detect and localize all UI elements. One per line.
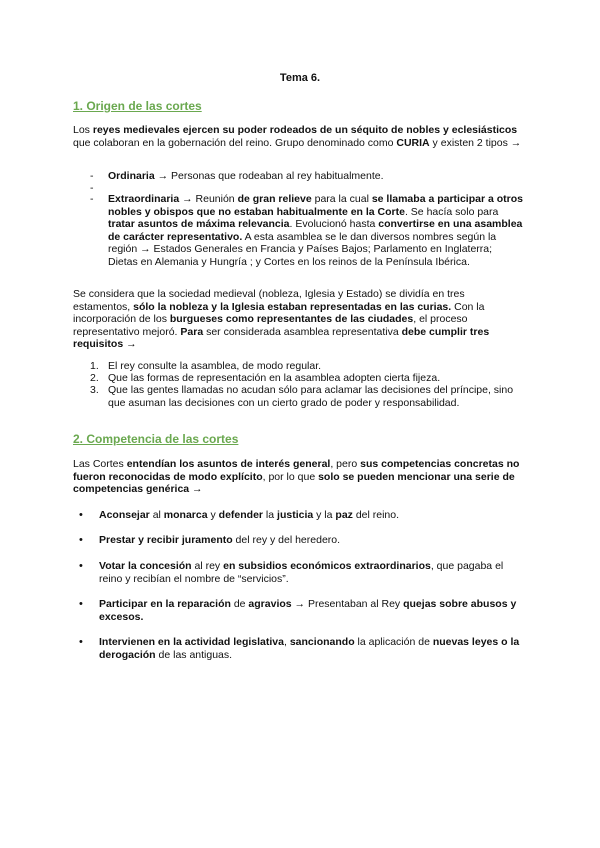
list-dash: - xyxy=(90,182,94,194)
bold-text-run: se llamaba a participar a otros nobles y obispos que no estaban habitualmente en la Corte xyxy=(108,193,523,218)
text-run: → Reunión xyxy=(179,193,238,205)
text-run: , el proceso representativo mejoró. xyxy=(73,313,468,338)
bold-text-run: sólo la nobleza y la Iglesia estaban representadas en las curias. xyxy=(133,300,452,313)
text-run: → Presentaban al Rey xyxy=(291,598,404,610)
requirement-2: Que las formas de representación en la asamblea adopten cierta fijeza. xyxy=(108,372,441,384)
competence-3 xyxy=(99,560,525,585)
competence-5 xyxy=(99,636,525,661)
text-run: la aplicación de xyxy=(354,636,433,648)
text-run: ser considerada asamblea representativa xyxy=(203,325,402,338)
bullet-icon: • xyxy=(79,598,83,610)
bold-text-run: agravios xyxy=(248,598,292,610)
requirement-1: El rey consulte la asamblea, de modo regular. xyxy=(108,360,322,372)
curia-type-extraordinaria xyxy=(108,193,524,268)
list-number: 2. xyxy=(90,372,99,384)
bold-text-run: entendían los asuntos de interés general xyxy=(126,458,331,470)
bold-text-run: sus competencias concretas no fueron reconocidas de modo explícito xyxy=(73,458,520,483)
text-run: de las antiguas. xyxy=(155,648,233,661)
text-run: → xyxy=(123,338,137,350)
text-run: A esta asamblea se le dan diversos nombres según la región → Estados Generales en Francia y Países Bajos; Parlamento en Inglaterra; Dietas en Alemania y Hungría ; y Cortes en los reinos de la Península Ibérica. xyxy=(108,230,497,268)
bold-text-run: solo se pueden mencionar una serie de competencias genérica xyxy=(73,470,515,495)
text-run: de xyxy=(230,598,249,610)
text-run: del reino. xyxy=(352,509,400,521)
section-1-heading: 1. Origen de las cortes xyxy=(73,99,202,113)
competence-1 xyxy=(99,509,525,522)
competence-4 xyxy=(99,598,525,623)
bullet-icon: • xyxy=(79,509,83,521)
text-run: . Se hacía solo para xyxy=(404,205,499,218)
bold-text-run: Votar la concesión xyxy=(99,560,192,572)
text-run: y existen 2 tipos → xyxy=(429,136,522,149)
competence-2 xyxy=(99,534,525,547)
text-run: → Personas que rodeaban al rey habitualmente. xyxy=(154,170,384,182)
text-run: , que pagaba el reino y recibían el nombre de “servicios”. xyxy=(99,560,504,585)
bold-text-run: Ordinaria xyxy=(108,170,155,182)
text-run: . Evolucionó hasta xyxy=(289,218,379,230)
bold-text-run: Extraordinaria xyxy=(108,193,180,205)
text-run: Se considera que la sociedad medieval (nobleza, Iglesia y Estado) se dividía en tres estamentos, xyxy=(73,288,465,313)
text-run: y la xyxy=(313,509,336,521)
bold-text-run: nuevas leyes o la derogación xyxy=(99,636,520,661)
text-run: , xyxy=(284,636,290,648)
text-run: , por lo que xyxy=(262,470,319,483)
section-2-heading: 2. Competencia de las cortes xyxy=(73,432,239,446)
bold-text-run: reyes medievales ejercen su poder rodeados de un séquito de nobles y eclesiásticos xyxy=(92,124,518,136)
text-run: para la cual xyxy=(311,193,372,205)
bold-text-run: sancionando xyxy=(289,636,355,648)
text-run: del rey y del heredero. xyxy=(232,534,341,546)
text-run: y xyxy=(207,509,219,521)
bold-text-run: convertirse en una asamblea de carácter representativo. xyxy=(108,218,523,243)
bold-text-run: defender xyxy=(218,509,264,521)
bold-text-run: monarca xyxy=(163,509,208,521)
text-run: que colaboran en la gobernación del reino. Grupo denominado como xyxy=(73,136,397,149)
bold-text-run: justicia xyxy=(277,509,314,521)
bullet-icon: • xyxy=(79,636,83,648)
bold-text-run: CURIA xyxy=(396,136,430,149)
bold-text-run: quejas sobre abusos y excesos. xyxy=(99,598,517,623)
section-1-paragraph-2 xyxy=(73,288,523,351)
text-run: → xyxy=(189,483,203,495)
bold-text-run: Participar en la reparación xyxy=(99,598,231,610)
bold-text-run: Aconsejar xyxy=(99,509,150,521)
requirement-3: Que las gentes llamadas no acudan sólo para aclamar las decisiones del príncipe, sino que asuman las decisiones con un cierto grado de poder y responsabilidad. xyxy=(108,384,514,409)
section-2-intro xyxy=(73,458,523,496)
text-run: la xyxy=(263,509,278,521)
text-run: Las Cortes xyxy=(73,458,127,470)
list-number: 3. xyxy=(90,384,99,396)
bullet-icon: • xyxy=(79,560,83,572)
text-run: Los xyxy=(73,124,93,136)
bold-text-run: debe cumplir tres requisitos xyxy=(73,325,490,350)
bullet-icon: • xyxy=(79,534,83,546)
section-1-intro xyxy=(73,124,523,149)
bold-text-run: en subsidios económicos extraordinarios xyxy=(223,560,431,572)
bold-text-run: Para xyxy=(180,325,204,338)
text-run: al rey xyxy=(191,560,224,572)
bold-text-run: Intervienen en la actividad legislativa xyxy=(99,636,284,648)
bold-text-run: paz xyxy=(335,509,353,521)
list-number: 1. xyxy=(90,360,99,372)
list-dash: - xyxy=(90,170,94,182)
text-run: Con la incorporación de los xyxy=(73,300,485,325)
text-run: , pero xyxy=(330,458,361,470)
bold-text-run: de gran relieve xyxy=(237,193,312,205)
list-dash: - xyxy=(90,193,94,205)
bold-text-run: burgueses como representantes de las ciudades xyxy=(169,313,414,325)
page-title: Tema 6. xyxy=(279,72,321,84)
bold-text-run: tratar asuntos de máxima relevancia xyxy=(108,218,290,230)
curia-type-ordinaria xyxy=(108,170,528,183)
text-run: al xyxy=(149,509,164,521)
bold-text-run: Prestar y recibir juramento xyxy=(99,534,233,546)
